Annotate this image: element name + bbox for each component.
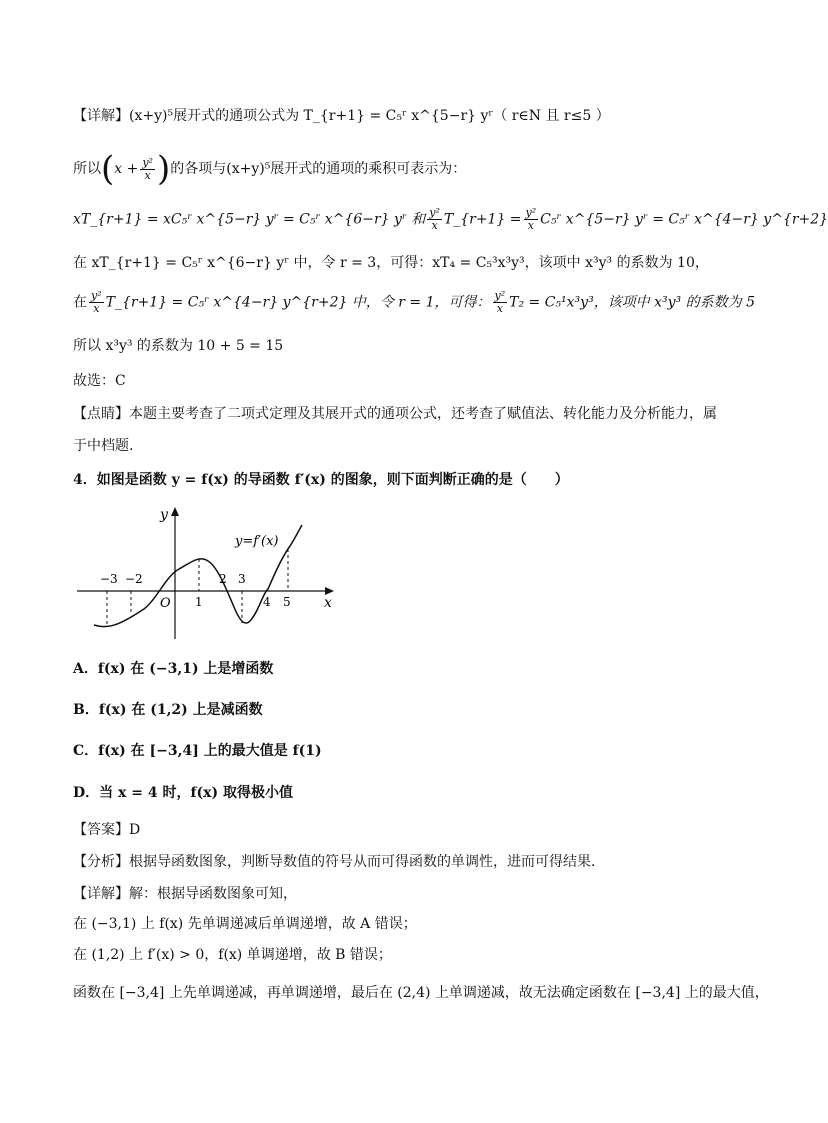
l5-fraction-2 [493, 290, 508, 315]
detail-line-1: 【详解】(x+y)⁵展开式的通项公式为 T_{r+1} = C₅ʳ x^{5−r} yʳ（ r∈N 且 r≤5 ） [73, 108, 610, 124]
tick-label-2: 2 [219, 572, 227, 586]
l2-num: y² [142, 155, 153, 169]
detail-line-2 [73, 149, 754, 189]
l3-num-2: y² [525, 206, 537, 219]
detail-line-5 [73, 290, 754, 315]
l2-paren-right: ) [156, 149, 171, 189]
l2-x: x + [114, 161, 139, 177]
solution-line-1: 【详解】解：根据导函数图象可知， [73, 886, 297, 902]
l5-fraction-1 [89, 290, 104, 315]
solution-line-3: 在 (1,2) 上 f′(x) > 0，f(x) 单调递增，故 B 错误； [73, 947, 392, 963]
comment-line-1: 【点睛】本题主要考查了二项式定理及其展开式的通项公式，还考查了赋值法、转化能力及分析能力，属 [73, 406, 717, 422]
l3-c: C₅ʳ x^{5−r} yʳ = C₅ʳ x^{4−r} y^{r+2} [540, 211, 828, 228]
detail-line-4: 在 xT_{r+1} = C₅ʳ x^{6−r} yʳ 中，令 r = 3，可得：xT₄ = C₅³x³y³，该项中 x³y³ 的系数为 10， [73, 255, 709, 271]
l5-prefix: 在 [73, 294, 87, 311]
l5-den-2: x [496, 302, 503, 315]
detail-line-3 [73, 206, 828, 232]
tick-label-minus-2: −2 [125, 572, 143, 586]
origin-label: O [160, 596, 171, 611]
l3-fraction-2 [524, 207, 539, 232]
y-axis-arrow [171, 507, 179, 516]
curve-label: y=f′(x) [235, 534, 279, 549]
l2-prefix: 所以 [73, 161, 101, 177]
l3-num-1: y² [429, 206, 440, 219]
l5-num-1: y² [91, 289, 102, 302]
tick-label-1: 1 [195, 595, 203, 609]
l2-suffix: 的各项与(x+y)⁵展开式的通项的乘积可表示为： [170, 161, 467, 177]
l3-fraction-1 [427, 207, 442, 232]
derivative-graph [72, 503, 352, 643]
l2-fraction [140, 157, 155, 182]
l2-den: x [144, 168, 151, 182]
l5-a: T_{r+1} = C₅ʳ x^{4−r} y^{r+2} 中，令 r = 1，可得： [105, 294, 491, 311]
question-4: 4．如图是函数 y = f(x) 的导函数 f′(x) 的图象，则下面判断正确的是（ ） [73, 472, 569, 488]
l3-den-1: x [431, 219, 438, 232]
tick-label-4: 4 [263, 595, 271, 609]
solution-line-4: 函数在 [−3,4] 上先单调递减，再单调递增，最后在 (2,4) 上单调递减，故无法确定函数在 [−3,4] 上的最大值， [73, 985, 769, 1001]
tick-label-3: 3 [238, 572, 246, 586]
option-d: D．当 x = 4 时，f(x) 取得极小值 [73, 785, 293, 801]
option-a: A．f(x) 在 (−3,1) 上是增函数 [73, 661, 274, 677]
choice-line: 故选：C [73, 373, 126, 389]
option-c: C．f(x) 在 [−3,4] 上的最大值是 f(1) [73, 743, 322, 759]
l5-b: T₂ = C₅¹x³y³，该项中 x³y³ 的系数为 5 [509, 294, 755, 311]
l5-num-2: y² [494, 289, 506, 302]
comment-line-2: 于中档题. [73, 438, 134, 454]
y-axis-label: y [160, 507, 168, 523]
tick-label-minus-3: −3 [100, 572, 118, 586]
detail-line-6: 所以 x³y³ 的系数为 10 + 5 = 15 [73, 338, 284, 354]
l2-paren-left: ( [101, 149, 115, 189]
x-axis-arrow [325, 587, 334, 595]
x-axis-label: x [324, 595, 332, 611]
l3-den-2: x [527, 219, 534, 232]
tick-label-5: 5 [283, 595, 291, 609]
l5-den-1: x [93, 302, 100, 315]
analysis-line: 【分析】根据导函数图象，判断导数值的符号从而可得函数的单调性，进而可得结果． [73, 854, 605, 870]
option-b: B．f(x) 在 (1,2) 上是减函数 [73, 702, 263, 718]
l3-b: T_{r+1} = [443, 211, 522, 228]
answer-line: 【答案】D [73, 822, 141, 838]
solution-line-2: 在 (−3,1) 上 f(x) 先单调递减后单调递增，故 A 错误； [73, 916, 417, 932]
l3-a: xT_{r+1} = xC₅ʳ x^{5−r} yʳ = C₅ʳ x^{6−r} yʳ 和 [73, 211, 426, 228]
